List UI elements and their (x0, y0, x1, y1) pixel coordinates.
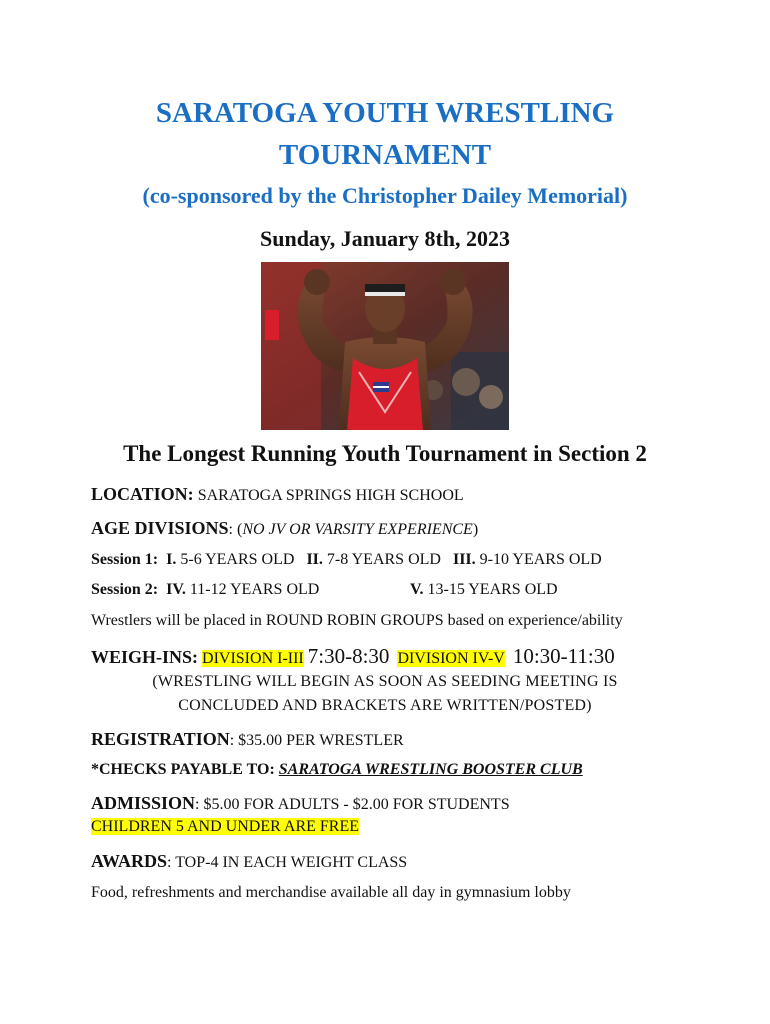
awards-value: : TOP-4 IN EACH WEIGHT CLASS (167, 854, 408, 871)
awards-line (91, 851, 407, 872)
location-label: LOCATION: (91, 484, 194, 504)
weigh-ins-note-2: CONCLUDED AND BRACKETS ARE WRITTEN/POSTED) (178, 697, 592, 714)
division-2-ages: 7-8 YEARS OLD (322, 551, 441, 568)
weigh-ins-division-2: DIVISION IV-V (397, 650, 505, 667)
weigh-ins-time-1: 7:30-8:30 (307, 644, 390, 668)
placement-note: Wrestlers will be placed in ROUND ROBIN GROUPS based on experience/ability (91, 612, 623, 629)
admission-label: ADMISSION (91, 793, 196, 813)
checks-label: *CHECKS PAYABLE TO: (91, 761, 275, 778)
session-1-line (91, 551, 602, 569)
checks-payee: SARATOGA WRESTLING BOOSTER CLUB (278, 761, 583, 778)
registration-value: : $35.00 PER WRESTLER (229, 732, 404, 749)
location-line (91, 484, 464, 505)
weigh-ins-division-1: DIVISION I-III (202, 650, 304, 667)
weigh-ins-label: WEIGH-INS: (91, 647, 199, 667)
registration-label: REGISTRATION (91, 729, 230, 749)
session-1-label: Session 1: (91, 551, 159, 568)
session-2-label: Session 2: (91, 581, 159, 598)
location-value: SARATOGA SPRINGS HIGH SCHOOL (193, 487, 464, 504)
age-divisions-line (91, 518, 478, 539)
age-divisions-note: NO JV OR VARSITY EXPERIENCE (242, 521, 473, 538)
division-5-group (410, 581, 558, 599)
awards-label: AWARDS (91, 851, 168, 871)
subtitle: (co-sponsored by the Christopher Dailey Memorial) (142, 183, 628, 208)
division-3-number: III. (452, 551, 476, 568)
weigh-ins-time-2: 10:30-11:30 (512, 644, 615, 668)
division-1-number: I. (166, 551, 177, 568)
wrestler-photo (261, 262, 509, 430)
division-2-number: II. (306, 551, 323, 568)
age-divisions-sep: : ( (228, 521, 243, 538)
division-3-ages: 9-10 YEARS OLD (475, 551, 602, 568)
admission-children-line (91, 818, 359, 836)
division-5-ages: 13-15 YEARS OLD (423, 581, 558, 598)
registration-line (91, 729, 404, 750)
admission-line (91, 793, 510, 814)
title-line-2: TOURNAMENT (278, 139, 492, 171)
division-1-ages: 5-6 YEARS OLD (176, 551, 295, 568)
session-2-line (91, 581, 319, 599)
checks-line (91, 761, 583, 779)
division-4-ages: 11-12 YEARS OLD (185, 581, 320, 598)
division-5-number: V. (410, 581, 424, 598)
event-date: Sunday, January 8th, 2023 (259, 226, 511, 251)
food-note: Food, refreshments and merchandise available all day in gymnasium lobby (91, 884, 571, 901)
headline: The Longest Running Youth Tournament in Section 2 (123, 441, 647, 466)
wrestler-photo-illustration (261, 262, 509, 430)
division-4-number: IV. (166, 581, 186, 598)
admission-children: CHILDREN 5 AND UNDER ARE FREE (91, 818, 360, 835)
age-divisions-label: AGE DIVISIONS (91, 518, 229, 538)
weigh-ins-note-1: (WRESTLING WILL BEGIN AS SOON AS SEEDING MEETING IS (152, 673, 618, 690)
admission-value: : $5.00 FOR ADULTS - $2.00 FOR STUDENTS (195, 796, 510, 813)
title-line-1: SARATOGA YOUTH WRESTLING (155, 97, 615, 129)
weigh-ins-line (91, 644, 615, 669)
age-divisions-close: ) (472, 521, 479, 538)
